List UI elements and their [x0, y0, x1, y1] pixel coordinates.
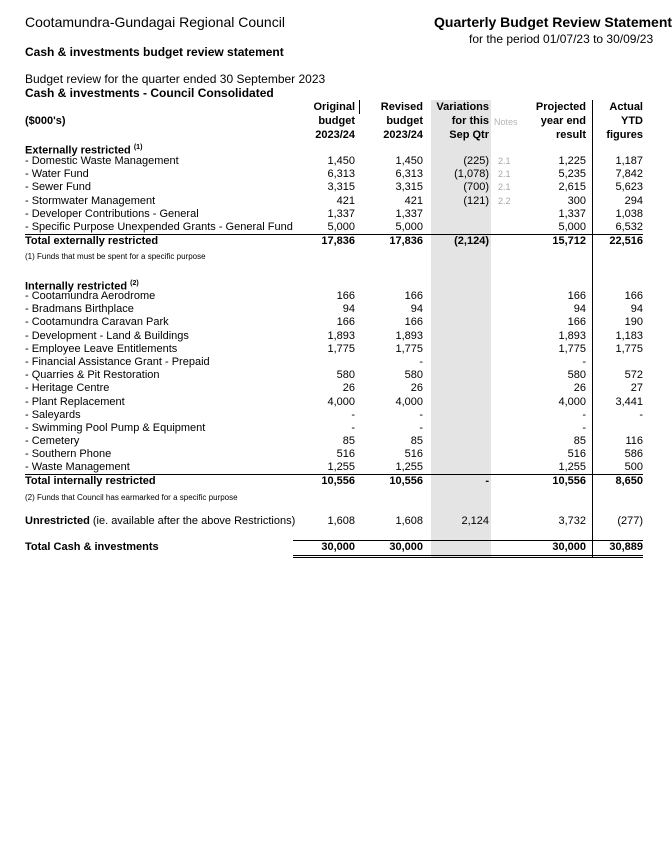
row-label: - Southern Phone — [25, 448, 112, 460]
cell-actual: 6,532 — [615, 221, 643, 233]
cell-revised: 1,337 — [395, 208, 423, 220]
cell-actual: 5,623 — [615, 181, 643, 193]
cell-projected: 1,337 — [558, 208, 586, 220]
table-row — [0, 369, 645, 382]
cell-revised: 30,000 — [389, 541, 423, 553]
cell-actual: 30,889 — [609, 541, 643, 553]
cell-actual: 586 — [624, 448, 643, 460]
cell-original: 166 — [336, 290, 355, 302]
table-row — [0, 356, 645, 369]
report-period: for the period 01/07/23 to 30/09/23 — [469, 32, 654, 46]
cell-projected: 5,000 — [558, 221, 586, 233]
cell-variation: (1,078) — [454, 168, 489, 180]
cell-projected: 10,556 — [552, 475, 586, 487]
cell-projected: 166 — [567, 290, 586, 302]
table-row — [0, 316, 645, 329]
cell-original: 4,000 — [327, 396, 355, 408]
cell-note: 2.1 — [498, 156, 511, 166]
header-original-line2: budget — [318, 115, 355, 127]
row-label: - Employee Leave Entitlements — [25, 343, 178, 355]
external-heading-sup: (1) — [133, 144, 143, 151]
cell-variation: (700) — [463, 181, 489, 193]
row-label: - Cootamundra Caravan Park — [25, 316, 169, 328]
row-label: Total externally restricted — [25, 235, 159, 247]
header-variations — [436, 100, 489, 142]
unrestricted-label-suffix: (ie. available after the above Restrictions) — [89, 515, 296, 527]
cell-projected: 1,775 — [558, 343, 586, 355]
row-label: - Cootamundra Aerodrome — [25, 290, 156, 302]
cell-original: 17,836 — [321, 235, 355, 247]
cell-projected: 166 — [567, 316, 586, 328]
table-row — [0, 303, 645, 316]
cell-original: 5,000 — [327, 221, 355, 233]
cell-variation: 2,124 — [461, 515, 489, 527]
cell-projected: 15,712 — [552, 235, 586, 247]
table-row — [0, 195, 645, 208]
cell-variation: (121) — [463, 195, 489, 207]
cell-original: - — [351, 409, 355, 421]
cell-actual: 7,842 — [615, 168, 643, 180]
cell-revised: 421 — [404, 195, 423, 207]
cell-original: 1,450 — [327, 155, 355, 167]
header-revised-line3: 2023/24 — [383, 129, 423, 141]
grand-total-rule-bottom-2 — [293, 557, 643, 558]
header-projected — [536, 100, 586, 142]
internal-heading — [0, 277, 645, 293]
header-variations-line2: for this — [451, 115, 489, 127]
row-label: Total internally restricted — [25, 475, 156, 487]
cell-variation: (2,124) — [454, 235, 489, 247]
cell-actual: 166 — [624, 290, 643, 302]
table-row — [0, 435, 645, 448]
header-original-line3: 2023/24 — [315, 129, 355, 141]
external-total-row — [0, 235, 645, 248]
table-row — [0, 382, 645, 395]
table-row — [0, 181, 645, 194]
row-label: - Specific Purpose Unexpended Grants - General Fund — [25, 221, 293, 233]
header-actual — [606, 100, 643, 142]
cell-actual: 8,650 — [615, 475, 643, 487]
cell-original: 1,608 — [327, 515, 355, 527]
cell-original: 26 — [342, 382, 355, 394]
table-row — [0, 208, 645, 221]
cell-original: 6,313 — [327, 168, 355, 180]
table-row — [0, 422, 645, 435]
header-original-line1: Original — [313, 101, 355, 113]
table-row — [0, 290, 645, 303]
cell-projected: 1,255 — [558, 461, 586, 473]
cell-original: 30,000 — [321, 541, 355, 553]
cell-original: 94 — [342, 303, 355, 315]
row-label: - Domestic Waste Management — [25, 155, 179, 167]
table-row — [0, 448, 645, 461]
table-row — [0, 155, 645, 168]
cell-actual: 27 — [630, 382, 643, 394]
statement-title: Cash & investments budget review statement — [25, 45, 284, 59]
cell-revised: 1,450 — [395, 155, 423, 167]
row-label: - Bradmans Birthplace — [25, 303, 134, 315]
unrestricted-row — [0, 515, 645, 528]
cell-projected: 516 — [567, 448, 586, 460]
cell-projected: - — [582, 356, 586, 368]
internal-heading-sup: (2) — [130, 280, 139, 287]
row-label: Total Cash & investments — [25, 541, 159, 553]
cell-original: 516 — [336, 448, 355, 460]
row-label: - Swimming Pool Pump & Equipment — [25, 422, 206, 434]
external-heading-text: Externally restricted — [25, 144, 131, 157]
cell-revised: 166 — [404, 290, 423, 302]
cell-projected: 5,235 — [558, 168, 586, 180]
cell-variation: (225) — [463, 155, 489, 167]
cell-original: 1,775 — [327, 343, 355, 355]
cell-note: 2.2 — [498, 196, 511, 206]
footnote-text: (2) Funds that Council has earmarked for a specific purpose — [25, 493, 238, 502]
table-row — [0, 461, 645, 474]
header-actual-line3: figures — [606, 129, 643, 141]
cell-original: 10,556 — [321, 475, 355, 487]
cell-revised: 1,255 — [395, 461, 423, 473]
row-label: - Financial Assistance Grant - Prepaid — [25, 356, 210, 368]
cell-revised: - — [419, 409, 423, 421]
cell-revised: 1,775 — [395, 343, 423, 355]
row-label: - Heritage Centre — [25, 382, 110, 394]
cell-original: 85 — [342, 435, 355, 447]
internal-total-row — [0, 475, 645, 488]
report-title: Quarterly Budget Review Statement — [434, 14, 672, 30]
cell-revised: 26 — [410, 382, 423, 394]
cell-actual: 3,441 — [615, 396, 643, 408]
header-original — [313, 100, 355, 142]
row-label: - Sewer Fund — [25, 181, 92, 193]
internal-footnote — [0, 491, 645, 504]
row-label: - Plant Replacement — [25, 396, 125, 408]
unrestricted-label-bold: Unrestricted — [25, 515, 90, 527]
cell-revised: - — [419, 422, 423, 434]
cell-original: 421 — [336, 195, 355, 207]
external-footnote — [0, 250, 645, 263]
cell-revised: 3,315 — [395, 181, 423, 193]
cell-actual: 190 — [624, 316, 643, 328]
row-label: - Water Fund — [25, 168, 89, 180]
row-label: - Cemetery — [25, 435, 80, 447]
cell-actual: 572 — [624, 369, 643, 381]
cell-actual: 1,183 — [615, 330, 643, 342]
cell-revised: 4,000 — [395, 396, 423, 408]
cell-projected: 1,893 — [558, 330, 586, 342]
cell-revised: 17,836 — [389, 235, 423, 247]
consolidated-line: Cash & investments - Council Consolidated — [25, 86, 274, 100]
cell-projected: - — [582, 422, 586, 434]
table-row — [0, 343, 645, 356]
cell-projected: 4,000 — [558, 396, 586, 408]
cell-revised: 85 — [410, 435, 423, 447]
cell-revised: 10,556 — [389, 475, 423, 487]
header-actual-line1: Actual — [609, 101, 643, 113]
cell-revised: 5,000 — [395, 221, 423, 233]
cell-actual: 500 — [624, 461, 643, 473]
cell-original: 580 — [336, 369, 355, 381]
header-revised — [381, 100, 423, 142]
row-label: - Quarries & Pit Restoration — [25, 369, 160, 381]
cell-actual: 294 — [624, 195, 643, 207]
cell-revised: 516 — [404, 448, 423, 460]
table-row — [0, 330, 645, 343]
cell-projected: 2,615 — [558, 181, 586, 193]
cell-variation: - — [485, 475, 489, 487]
cell-original: 1,337 — [327, 208, 355, 220]
cell-actual: 1,775 — [615, 343, 643, 355]
table-row — [0, 409, 645, 422]
header-notes: Notes — [494, 117, 518, 127]
header-projected-line2: year end — [540, 115, 586, 127]
cell-projected: 94 — [573, 303, 586, 315]
cell-revised: 166 — [404, 316, 423, 328]
cell-projected: 1,225 — [558, 155, 586, 167]
header-projected-line3: result — [556, 129, 586, 141]
cell-revised: 6,313 — [395, 168, 423, 180]
cell-actual: (277) — [617, 515, 643, 527]
row-label: - Saleyards — [25, 409, 81, 421]
cell-projected: 3,732 — [558, 515, 586, 527]
cell-revised: 1,608 — [395, 515, 423, 527]
cell-actual: 1,187 — [615, 155, 643, 167]
grand-total-row — [0, 541, 645, 554]
row-label: - Waste Management — [25, 461, 130, 473]
cell-projected: 580 — [567, 369, 586, 381]
internal-heading-text: Internally restricted — [25, 280, 128, 293]
row-label: - Development - Land & Buildings — [25, 330, 189, 342]
row-label — [25, 515, 295, 528]
cell-actual: 1,038 — [615, 208, 643, 220]
cell-projected: 85 — [573, 435, 586, 447]
cell-projected: - — [582, 409, 586, 421]
cell-original: 166 — [336, 316, 355, 328]
cell-original: 1,255 — [327, 461, 355, 473]
cell-original: - — [351, 422, 355, 434]
column-divider-original — [359, 100, 360, 114]
cell-original: 1,893 — [327, 330, 355, 342]
cell-actual: 116 — [625, 435, 643, 447]
cell-note: 2.1 — [498, 169, 511, 179]
cell-actual: 94 — [630, 303, 643, 315]
header-variations-line1: Variations — [436, 101, 489, 113]
cell-revised: - — [419, 356, 423, 368]
header-actual-line2: YTD — [621, 115, 643, 127]
cell-revised: 580 — [404, 369, 423, 381]
header-projected-line1: Projected — [535, 101, 586, 113]
cell-actual: - — [639, 409, 643, 421]
table-row — [0, 221, 645, 234]
external-heading — [0, 141, 645, 157]
units-label: ($000's) — [25, 115, 66, 127]
table-row — [0, 168, 645, 181]
header-revised-line2: budget — [386, 115, 423, 127]
cell-projected: 300 — [567, 195, 586, 207]
cell-note: 2.1 — [498, 182, 511, 192]
header-variations-line3: Sep Qtr — [449, 129, 489, 141]
council-name: Cootamundra-Gundagai Regional Council — [25, 14, 285, 30]
cell-revised: 1,893 — [395, 330, 423, 342]
cell-revised: 94 — [410, 303, 423, 315]
row-label: - Developer Contributions - General — [25, 208, 199, 220]
row-label: - Stormwater Management — [25, 195, 156, 207]
review-quarter-line: Budget review for the quarter ended 30 September 2023 — [25, 72, 326, 86]
cell-original: 3,315 — [327, 181, 355, 193]
cell-projected: 26 — [573, 382, 586, 394]
header-revised-line1: Revised — [380, 101, 423, 113]
cell-actual: 22,516 — [609, 235, 643, 247]
grand-total-rule-bottom-1 — [293, 555, 643, 556]
footnote-text: (1) Funds that must be spent for a specific purpose — [25, 252, 206, 261]
table-row — [0, 396, 645, 409]
cell-projected: 30,000 — [552, 541, 586, 553]
